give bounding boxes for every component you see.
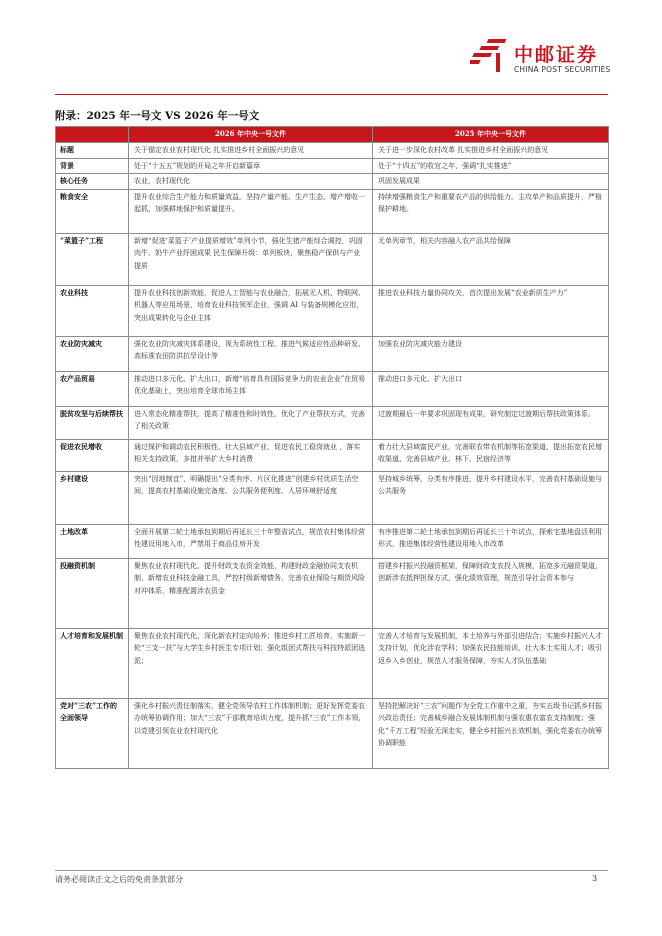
row-label: 粮食安全 xyxy=(56,189,129,233)
cell-2026: 新增“促进‘菜篮子’产业提质增效”单列小节，强化生猪产能综合调控，巩固肉牛、奶牛产业纾困成果 民生保障升级：单列板块，聚焦稳产保供与产业提质 xyxy=(129,233,373,285)
cell-2025: 有序推进第二轮土地承包到期后再延长三十年试点，探索宅基地盘活利用形式，推进集体经营性建设用地入市改革 xyxy=(373,524,609,558)
table-row xyxy=(56,406,609,439)
cell-2025: 巩固发展成果 xyxy=(373,174,609,190)
row-label: 乡村建设 xyxy=(56,471,129,524)
cell-2026: 聚焦农业农村现代化，提升财政支农资金效能，构建财政金融协同支农机制，新增农业科技金融工具，严控村级新增债务，完善农业保险与期货风险对冲体系，精准配置涉农资金 xyxy=(129,558,373,628)
cell-2026: 强化农业防灾减灾体系建设，视为系统性工程，推进气候适应性品种研发、高标准农田防洪抗旱设计等 xyxy=(129,336,373,371)
table-row xyxy=(56,698,609,768)
table-row xyxy=(56,174,609,190)
section-title: 附录：2025 年一号文 VS 2026 年一号文 xyxy=(55,110,260,122)
row-label: 党对“三农”工作的全面领导 xyxy=(56,698,129,768)
cell-2025: 加强农业防灾减灾能力建设 xyxy=(373,336,609,371)
table-row xyxy=(56,189,609,233)
row-label: 核心任务 xyxy=(56,174,129,190)
footer-divider xyxy=(55,870,608,871)
table-header-row xyxy=(56,127,609,143)
company-logo xyxy=(470,38,620,78)
row-label: 促进农民增收 xyxy=(56,439,129,471)
row-label: 脱贫攻坚与后续帮扶 xyxy=(56,406,129,439)
table-header-cell xyxy=(56,127,129,143)
table-row xyxy=(56,158,609,174)
brand-name-cn: 中邮证券 xyxy=(514,44,599,66)
cell-2025: 推进农业科技力量协同攻关，首次提出发展“农业新质生产力” xyxy=(373,285,609,336)
cell-2025: 推动进口多元化、扩大出口 xyxy=(373,371,609,406)
china-post-logo-icon xyxy=(470,38,510,74)
cell-2025: 坚持把解决好“三农”问题作为全党工作重中之重，夯实五级书记抓乡村振兴政治责任；完善城乡融合发展体制机制与强农惠农富农支持制度；强化“千万工程”经验无深走实，健全乡村振兴长效机制，强化党委农办统筹协调职能 xyxy=(373,698,609,768)
cell-2025: 着力壮大县域富民产业，完善联农带农机制等拓宽渠道，提出拓宽农民增收渠道、完善县域产业、林下、民宿经济等 xyxy=(373,439,609,471)
row-label: 投融资机制 xyxy=(56,558,129,628)
table-row xyxy=(56,558,609,628)
cell-2025: 坚持城乡统筹，分类有序推进，提升乡村建设水平，完善农村基础设施与公共服务 xyxy=(373,471,609,524)
cell-2026: 关于锚定农业农村现代化 扎实推进乡村全面振兴的意见 xyxy=(129,143,373,159)
row-label: 背景 xyxy=(56,158,129,174)
row-label: 农业防灾减灾 xyxy=(56,336,129,371)
cell-2025: 完善人才培育与发展机制，本土培养与外部引进结合；实施乡村振兴人才支持计划，优化涉农学科；加强农民技能培训，壮大本土实用人才；吸引返乡入乡创业，规范人才服务保障，夯实人才队伍基础 xyxy=(373,628,609,698)
cell-2025: 无单列章节，相关内容融入农产品共给保障 xyxy=(373,233,609,285)
table-row xyxy=(56,285,609,336)
brand-name-en: CHINA POST SECURITIES xyxy=(514,65,611,74)
table-header-cell: 2025 年中央一号文件 xyxy=(373,127,609,143)
table-row xyxy=(56,233,609,285)
header-divider xyxy=(55,94,608,95)
cell-2025: 持续增强粮食生产和重要农产品的供给能力。主攻单产和品质提升，严格保护耕地。 xyxy=(373,189,609,233)
cell-2026: 通过保护和调动农民积极性，壮大县域产业，促进农民工稳岗就业 ，落实相关支持政策，多措并举扩大乡村消费 xyxy=(129,439,373,471)
disclaimer-text: 请务必阅读正文之后的免责条款部分 xyxy=(55,875,183,884)
cell-2026: 突出“因地制宜”，明确提出“分类有序、片区化推进”创建乡村优质生活空间，提高农村基础设施完备度、公共服务便利度、人居环境舒适度 xyxy=(129,471,373,524)
cell-2025: 关于进一步深化农村改革 扎实推进乡村全面振兴的意见 xyxy=(373,143,609,159)
row-label: 土地改革 xyxy=(56,524,129,558)
cell-2026: 进入常态化精准帮扶，提高了精准性和时效性，优化了产业帮扶方式，完善了相关政策 xyxy=(129,406,373,439)
table-row xyxy=(56,628,609,698)
cell-2025: 搭建乡村振兴投融资框架，保障财政支农投入规模，拓宽多元融资渠道，创新涉农抵押担保方式，强化绩效管理，规范引导社会资本参与 xyxy=(373,558,609,628)
table-row xyxy=(56,371,609,406)
cell-2026: 强化乡村振兴责任制落实，健全党领导农村工作体制机制；更好发挥党委农办统筹协调作用；加大“三农”干部教育培训力度，提升抓“三农”工作本领，以党建引领农业农村现代化 xyxy=(129,698,373,768)
row-label: 农业科技 xyxy=(56,285,129,336)
row-label: 人才培育和发展机制 xyxy=(56,628,129,698)
table-row xyxy=(56,524,609,558)
table-row xyxy=(56,336,609,371)
row-label: 标题 xyxy=(56,143,129,159)
row-label: 农产品贸易 xyxy=(56,371,129,406)
table-row xyxy=(56,143,609,159)
row-label: “菜篮子”工程 xyxy=(56,233,129,285)
cell-2026: 处于“十五五”规划的开局之年开启新篇章 xyxy=(129,158,373,174)
cell-2025: 过渡期最后一年要求巩固现有成果，研究制定过渡期后帮扶政策体系。 xyxy=(373,406,609,439)
cell-2026: 聚焦农业农村现代化，深化新农村定向培养；推进乡村工匠培育，实施新一轮“三支一扶”与大学生乡村医生专项计划；强化组团式帮扶与科技特派团选派； xyxy=(129,628,373,698)
cell-2025: 处于“十四五”的收官之年，强调“扎实推进” xyxy=(373,158,609,174)
table-row xyxy=(56,439,609,471)
cell-2026: 提升农业综合生产能力和质量效益。坚持产量产能、生产生态、增产增收一起抓，加强耕地保护和质量提升。 xyxy=(129,189,373,233)
table-row xyxy=(56,471,609,524)
cell-2026: 提升农业科技创新效能，促进人工智能与农业融合，拓展无人机、物联网、机器人等应用场景，培育农业科技领军企业，强调 AI 与装备规模化应用，突出成果转化与企业主体 xyxy=(129,285,373,336)
comparison-table xyxy=(55,126,609,769)
cell-2026: 全面开展第二轮土地承包到期后再延长三十年整省试点，规范农村集体经营性建设用地入市，严禁用于商品住房开发 xyxy=(129,524,373,558)
page-number: 3 xyxy=(592,874,598,883)
cell-2026: 推动进口多元化、扩大出口，新增“培育具有国际竞争力的农业企业”在贸易优化基础上，突出培育全球市场主体 xyxy=(129,371,373,406)
cell-2026: 农业，农村现代化 xyxy=(129,174,373,190)
table-header-cell: 2026 年中央一号文件 xyxy=(129,127,373,143)
